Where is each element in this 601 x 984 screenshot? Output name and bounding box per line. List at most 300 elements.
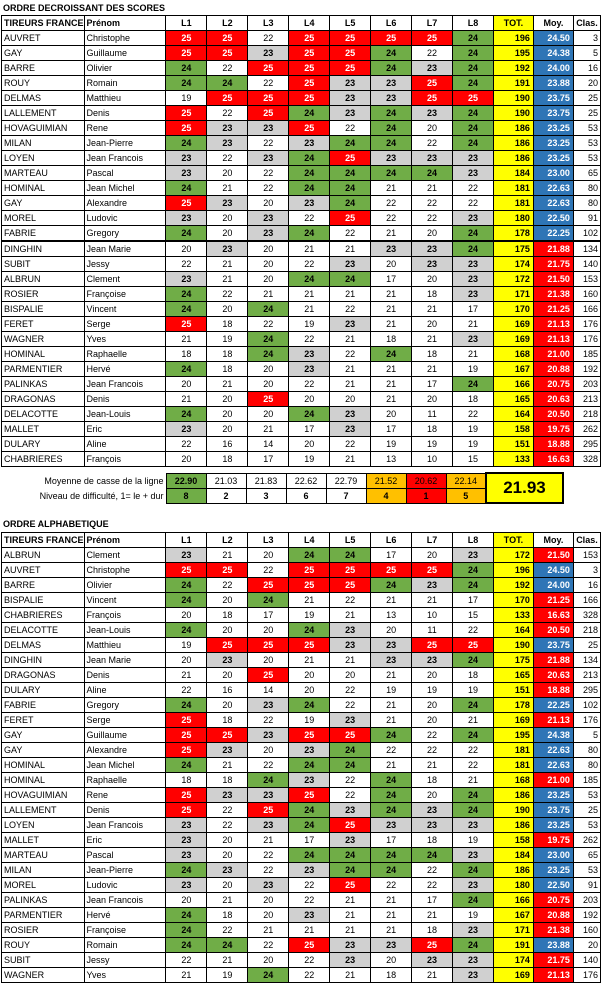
table-row (2, 61, 601, 76)
first-name: Françoise (84, 287, 166, 302)
last-name: HOMINAL (2, 181, 85, 196)
score-cell: 23 (371, 241, 412, 257)
section-title-alphabetical: ORDRE ALPHABETIQUE (3, 519, 109, 529)
score-cell: 20 (248, 407, 289, 422)
table-row (2, 608, 601, 623)
score-cell: 25 (330, 31, 371, 46)
first-name: Jean Marie (84, 241, 166, 257)
score-cell: 24 (289, 166, 330, 181)
score-cell: 25 (207, 638, 248, 653)
column-header: TOT. (493, 533, 533, 548)
table-row (2, 893, 601, 908)
score-cell: 20 (371, 407, 412, 422)
rank-cell: 25 (573, 106, 600, 121)
first-name: Alexandre (84, 743, 166, 758)
first-name: Christophe (84, 563, 166, 578)
last-name: GAY (2, 728, 85, 743)
score-cell: 21 (371, 908, 412, 923)
last-name: BARRE (2, 578, 85, 593)
first-name: Jean Francois (84, 151, 166, 166)
score-cell: 21 (412, 593, 453, 608)
score-cell: 24 (371, 106, 412, 121)
score-cell: 22 (289, 878, 330, 893)
score-cell: 22 (289, 968, 330, 983)
score-cell: 23 (166, 211, 207, 226)
score-cell: 23 (207, 863, 248, 878)
last-name: GAY (2, 196, 85, 211)
total-cell: 174 (493, 953, 533, 968)
score-cell: 21 (248, 287, 289, 302)
score-cell: 21 (371, 302, 412, 317)
score-cell: 25 (330, 578, 371, 593)
score-cell: 22 (330, 302, 371, 317)
score-cell: 23 (330, 638, 371, 653)
last-name: MOREL (2, 211, 85, 226)
score-cell: 22 (330, 226, 371, 242)
table-row (2, 181, 601, 196)
last-name: DRAGONAS (2, 392, 85, 407)
table-row (2, 623, 601, 638)
rank-cell: 80 (573, 743, 600, 758)
score-cell: 21 (330, 241, 371, 257)
average-cell: 23.75 (533, 106, 573, 121)
score-cell: 17 (412, 377, 453, 392)
total-cell: 175 (493, 241, 533, 257)
last-name: SUBIT (2, 257, 85, 272)
table-row (2, 878, 601, 893)
score-cell: 17 (371, 548, 412, 563)
score-cell: 24 (289, 698, 330, 713)
score-cell: 22 (207, 61, 248, 76)
first-name: Guillaume (84, 728, 166, 743)
score-cell: 24 (248, 968, 289, 983)
first-name: Jean Michel (84, 758, 166, 773)
score-cell: 20 (207, 878, 248, 893)
score-cell: 21 (371, 893, 412, 908)
score-cell: 24 (248, 302, 289, 317)
score-cell: 18 (207, 317, 248, 332)
score-cell: 25 (166, 788, 207, 803)
average-cell: 20.63 (533, 392, 573, 407)
average-cell: 22.25 (533, 226, 573, 242)
score-cell: 20 (207, 392, 248, 407)
rank-cell: 65 (573, 166, 600, 181)
average-label: Moyenne de casse de la ligne (44, 475, 164, 486)
score-cell: 23 (412, 61, 453, 76)
first-name: Rene (84, 121, 166, 136)
last-name: HOMINAL (2, 773, 85, 788)
score-cell: 20 (166, 653, 207, 668)
score-cell: 19 (166, 91, 207, 106)
first-name: Eric (84, 833, 166, 848)
first-name: Romain (84, 76, 166, 91)
score-cell: 19 (453, 683, 494, 698)
column-header: L2 (207, 16, 248, 31)
score-cell: 22 (330, 683, 371, 698)
rank-cell: 3 (573, 563, 600, 578)
table-row (2, 938, 601, 953)
score-cell: 24 (289, 181, 330, 196)
last-name: WAGNER (2, 968, 85, 983)
total-cell: 190 (493, 803, 533, 818)
score-cell: 24 (453, 31, 494, 46)
score-cell: 22 (166, 953, 207, 968)
score-cell: 25 (412, 76, 453, 91)
score-cell: 18 (412, 773, 453, 788)
score-cell: 25 (289, 938, 330, 953)
last-name: MALLET (2, 422, 85, 437)
score-cell: 22 (207, 578, 248, 593)
footer-table (1, 472, 564, 504)
column-header: L6 (371, 16, 412, 31)
score-cell: 22 (330, 121, 371, 136)
last-name: DRAGONAS (2, 668, 85, 683)
score-cell: 20 (412, 668, 453, 683)
rank-cell: 176 (573, 713, 600, 728)
score-cell: 21 (207, 758, 248, 773)
rank-cell: 218 (573, 623, 600, 638)
score-cell: 24 (166, 578, 207, 593)
rank-cell: 166 (573, 302, 600, 317)
score-cell: 25 (166, 46, 207, 61)
score-cell: 23 (166, 833, 207, 848)
average-value: 22.62 (286, 473, 326, 488)
last-name: HOMINAL (2, 347, 85, 362)
total-cell: 184 (493, 848, 533, 863)
total-cell: 169 (493, 968, 533, 983)
score-cell: 21 (207, 548, 248, 563)
score-cell: 23 (166, 818, 207, 833)
score-cell: 22 (412, 196, 453, 211)
score-cell: 22 (453, 196, 494, 211)
score-cell: 24 (371, 61, 412, 76)
score-cell: 25 (330, 818, 371, 833)
score-cell: 21 (330, 608, 371, 623)
score-cell: 24 (166, 76, 207, 91)
first-name: Raphaelle (84, 773, 166, 788)
last-name: DELACOTTE (2, 407, 85, 422)
score-cell: 22 (166, 437, 207, 452)
score-cell: 20 (412, 317, 453, 332)
score-cell: 21 (166, 668, 207, 683)
average-cell: 21.13 (533, 317, 573, 332)
column-header: L7 (412, 16, 453, 31)
score-cell: 23 (289, 908, 330, 923)
score-cell: 24 (371, 728, 412, 743)
first-name: Clement (84, 272, 166, 287)
score-cell: 21 (289, 241, 330, 257)
score-cell: 24 (371, 136, 412, 151)
average-cell: 19.75 (533, 833, 573, 848)
first-name: Jean Francois (84, 377, 166, 392)
score-cell: 24 (453, 241, 494, 257)
score-cell: 24 (166, 593, 207, 608)
table-row (2, 863, 601, 878)
table-row (2, 953, 601, 968)
score-cell: 19 (412, 683, 453, 698)
score-cell: 24 (289, 758, 330, 773)
score-cell: 21 (207, 257, 248, 272)
score-cell: 17 (248, 608, 289, 623)
table-row (2, 833, 601, 848)
score-cell: 24 (453, 226, 494, 242)
score-cell: 25 (453, 91, 494, 106)
score-cell: 24 (453, 803, 494, 818)
score-cell: 24 (166, 758, 207, 773)
last-name: SUBIT (2, 953, 85, 968)
table-row (2, 332, 601, 347)
score-cell: 19 (412, 437, 453, 452)
score-cell: 25 (207, 31, 248, 46)
score-cell: 20 (412, 226, 453, 242)
total-cell: 184 (493, 166, 533, 181)
table-row (2, 166, 601, 181)
first-name: Denis (84, 668, 166, 683)
score-cell: 23 (371, 818, 412, 833)
first-name: Eric (84, 422, 166, 437)
score-cell: 25 (207, 563, 248, 578)
score-cell: 17 (371, 833, 412, 848)
score-cell: 25 (330, 211, 371, 226)
score-cell: 24 (289, 548, 330, 563)
score-cell: 22 (289, 893, 330, 908)
column-header: L4 (289, 533, 330, 548)
total-cell: 171 (493, 287, 533, 302)
score-cell: 22 (453, 181, 494, 196)
score-cell: 20 (412, 272, 453, 287)
table-row (2, 638, 601, 653)
total-cell: 195 (493, 46, 533, 61)
average-cell: 16.63 (533, 452, 573, 467)
column-header: Clas. (573, 533, 600, 548)
score-cell: 22 (207, 803, 248, 818)
score-cell: 24 (289, 803, 330, 818)
last-name: MARTEAU (2, 848, 85, 863)
table-row (2, 698, 601, 713)
score-cell: 25 (248, 803, 289, 818)
total-cell: 164 (493, 407, 533, 422)
score-cell: 24 (166, 302, 207, 317)
score-cell: 20 (412, 698, 453, 713)
score-cell: 19 (207, 332, 248, 347)
last-name: LOYEN (2, 151, 85, 166)
score-cell: 25 (289, 563, 330, 578)
score-cell: 22 (166, 683, 207, 698)
score-cell: 18 (412, 833, 453, 848)
score-cell: 25 (289, 728, 330, 743)
column-header: L2 (207, 533, 248, 548)
total-cell: 169 (493, 332, 533, 347)
column-header: Moy. (533, 16, 573, 31)
total-cell: 181 (493, 743, 533, 758)
score-cell: 25 (330, 46, 371, 61)
score-cell: 23 (207, 196, 248, 211)
score-cell: 21 (371, 287, 412, 302)
score-cell: 22 (330, 593, 371, 608)
total-cell: 151 (493, 683, 533, 698)
score-cell: 20 (289, 437, 330, 452)
total-cell: 151 (493, 437, 533, 452)
score-cell: 25 (166, 31, 207, 46)
score-cell: 23 (248, 46, 289, 61)
score-cell: 21 (330, 377, 371, 392)
score-cell: 22 (371, 196, 412, 211)
score-cell: 21 (412, 181, 453, 196)
score-cell: 22 (330, 788, 371, 803)
score-cell: 22 (412, 878, 453, 893)
score-cell: 23 (248, 788, 289, 803)
rank-cell: 176 (573, 968, 600, 983)
score-cell: 11 (412, 623, 453, 638)
score-cell: 23 (289, 347, 330, 362)
score-cell: 22 (248, 166, 289, 181)
score-cell: 20 (248, 257, 289, 272)
last-name: HOMINAL (2, 758, 85, 773)
score-cell: 20 (289, 668, 330, 683)
first-name: Aline (84, 683, 166, 698)
score-cell: 24 (330, 166, 371, 181)
score-cell: 25 (166, 563, 207, 578)
score-cell: 17 (289, 422, 330, 437)
score-cell: 24 (248, 332, 289, 347)
table-row (2, 151, 601, 166)
last-name: ROSIER (2, 923, 85, 938)
score-cell: 23 (453, 923, 494, 938)
score-cell: 24 (248, 593, 289, 608)
score-cell: 22 (207, 923, 248, 938)
score-cell: 17 (248, 452, 289, 467)
score-cell: 18 (453, 392, 494, 407)
score-cell: 23 (453, 953, 494, 968)
score-cell: 23 (166, 422, 207, 437)
total-cell: 181 (493, 181, 533, 196)
score-cell: 24 (330, 758, 371, 773)
score-cell: 24 (371, 46, 412, 61)
score-cell: 19 (166, 638, 207, 653)
table-row (2, 106, 601, 121)
difficulty-rank: 4 (366, 488, 406, 503)
score-cell: 24 (166, 623, 207, 638)
score-cell: 22 (412, 211, 453, 226)
score-cell: 21 (371, 377, 412, 392)
score-cell: 23 (248, 818, 289, 833)
score-cell: 21 (330, 923, 371, 938)
score-cell: 18 (166, 347, 207, 362)
score-cell: 24 (207, 76, 248, 91)
average-cell: 23.75 (533, 803, 573, 818)
header-row (2, 16, 601, 31)
total-cell: 133 (493, 452, 533, 467)
rank-cell: 20 (573, 938, 600, 953)
rank-cell: 80 (573, 758, 600, 773)
last-name: MALLET (2, 833, 85, 848)
score-cell: 23 (412, 803, 453, 818)
score-cell: 18 (371, 332, 412, 347)
score-cell: 19 (371, 683, 412, 698)
score-cell: 22 (289, 377, 330, 392)
average-cell: 23.88 (533, 76, 573, 91)
first-name: Jean Marie (84, 653, 166, 668)
first-name: François (84, 452, 166, 467)
score-cell: 24 (166, 923, 207, 938)
score-cell: 25 (289, 121, 330, 136)
total-cell: 167 (493, 362, 533, 377)
score-cell: 24 (166, 136, 207, 151)
score-cell: 20 (248, 272, 289, 287)
score-cell: 23 (207, 241, 248, 257)
score-cell: 20 (248, 893, 289, 908)
rank-cell: 213 (573, 668, 600, 683)
score-cell: 19 (371, 437, 412, 452)
score-cell: 21 (330, 452, 371, 467)
score-cell: 13 (371, 452, 412, 467)
last-name: PALINKAS (2, 377, 85, 392)
score-cell: 22 (330, 347, 371, 362)
rank-cell: 213 (573, 392, 600, 407)
score-cell: 19 (289, 713, 330, 728)
score-cell: 19 (453, 437, 494, 452)
score-cell: 25 (289, 91, 330, 106)
average-cell: 21.25 (533, 302, 573, 317)
first-name: Alexandre (84, 196, 166, 211)
score-cell: 22 (248, 181, 289, 196)
difficulty-row (1, 488, 563, 503)
first-name: Matthieu (84, 638, 166, 653)
score-cell: 23 (412, 653, 453, 668)
total-cell: 172 (493, 272, 533, 287)
average-cell: 20.50 (533, 407, 573, 422)
score-cell: 22 (289, 332, 330, 347)
last-name: BISPALIE (2, 593, 85, 608)
average-cell: 21.88 (533, 653, 573, 668)
first-name: Denis (84, 106, 166, 121)
score-cell: 25 (248, 91, 289, 106)
last-name: DELACOTTE (2, 623, 85, 638)
table-row (2, 803, 601, 818)
score-cell: 25 (330, 563, 371, 578)
score-cell: 25 (166, 803, 207, 818)
rank-cell: 218 (573, 407, 600, 422)
average-cell: 16.63 (533, 608, 573, 623)
score-cell: 24 (371, 347, 412, 362)
score-cell: 19 (453, 422, 494, 437)
score-cell: 24 (453, 938, 494, 953)
last-name: ROUY (2, 938, 85, 953)
score-cell: 21 (330, 332, 371, 347)
total-cell: 186 (493, 121, 533, 136)
score-cell: 23 (412, 953, 453, 968)
last-name: FERET (2, 713, 85, 728)
last-name: DULARY (2, 683, 85, 698)
score-cell: 21 (371, 698, 412, 713)
score-cell: 23 (371, 938, 412, 953)
score-cell: 25 (207, 46, 248, 61)
total-cell: 172 (493, 548, 533, 563)
score-cell: 21 (248, 833, 289, 848)
last-name: PARMENTIER (2, 908, 85, 923)
score-cell: 24 (371, 773, 412, 788)
score-cell: 25 (166, 713, 207, 728)
score-cell: 25 (371, 563, 412, 578)
score-cell: 24 (289, 226, 330, 242)
score-cell: 17 (453, 302, 494, 317)
rank-cell: 262 (573, 422, 600, 437)
score-cell: 23 (453, 151, 494, 166)
total-cell: 170 (493, 302, 533, 317)
average-cell: 21.13 (533, 713, 573, 728)
total-cell: 158 (493, 422, 533, 437)
score-cell: 22 (371, 743, 412, 758)
